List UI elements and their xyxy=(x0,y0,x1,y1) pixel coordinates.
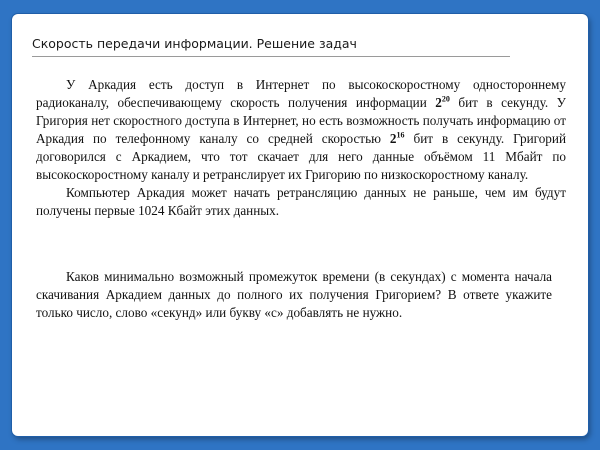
speed-2-base: 2 xyxy=(389,131,397,146)
p1-part-e: бит в секунду. Григорий договорился с Аркадием, что тот скачает для него данные объёмом 11 Мбайт по высокоскоростному каналу и ретранслирует их Григорию по низкоскоростному каналу. xyxy=(36,131,567,182)
speed-1-base: 2 xyxy=(435,95,442,110)
p1-part-c: бит в секунду. У Григория нет скоростного доступа в Интернет, но есть возможность получать информацию от Аркадия по телефонному каналу со средней скоростью xyxy=(36,95,567,146)
speed-1 xyxy=(435,95,450,110)
problem-paragraph-2: Компьютер Аркадия может начать ретрансляцию данных не раньше, чем им будут получены первые 1024 Кбайт этих данных. xyxy=(36,185,566,218)
title-divider xyxy=(32,56,510,57)
p1-part-a: У Аркадия есть доступ в Интернет по высокоскоростному одностороннему радиоканалу, обеспечивающему скорость получения информации xyxy=(36,77,566,110)
slide-title: Скорость передачи информации. Решение задач xyxy=(32,36,357,51)
problem-paragraph-1 xyxy=(36,76,566,184)
question-text xyxy=(36,268,552,322)
question-paragraph: Каков минимально возможный промежуток времени (в секундах) с момента начала скачивания Аркадием данных до полного их получения Григорием? В ответе укажите только число, слово «секунд» или букву «с» добавлять не нужно. xyxy=(36,269,552,320)
speed-2-exponent: 16 xyxy=(396,130,405,140)
problem-text xyxy=(36,76,566,220)
slide xyxy=(12,14,588,436)
speed-1-exponent: 20 xyxy=(441,94,450,104)
speed-2 xyxy=(390,131,405,146)
